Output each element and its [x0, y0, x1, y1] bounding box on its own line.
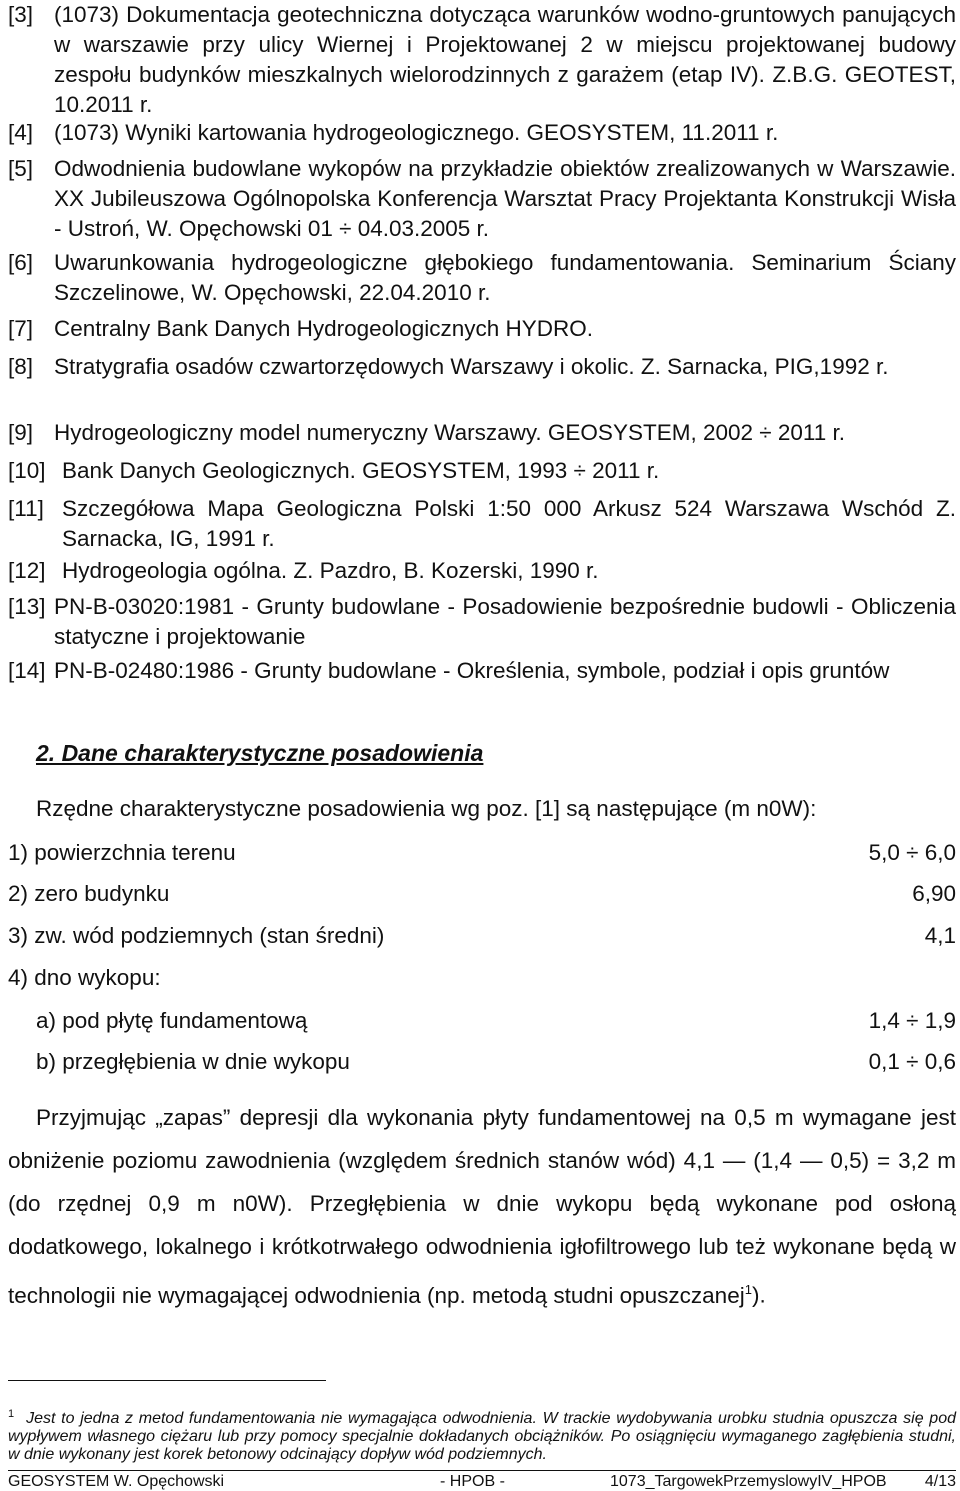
level-value: 5,0 ÷ 6,0 — [868, 840, 956, 865]
reference-number: [14] — [8, 658, 46, 683]
reference-number: [10] — [8, 458, 46, 483]
reference-5 — [8, 154, 956, 244]
reference-text: Centralny Bank Danych Hydrogeologicznych HYDRO. — [54, 316, 593, 341]
body-paragraph — [8, 1096, 956, 1317]
reference-text: Uwarunkowania hydrogeologiczne głębokiego fundamentowania. Seminarium Ściany Szczelinowe, W. Opęchowski, 22.04.2010 r. — [54, 250, 956, 305]
footnote-separator — [8, 1380, 326, 1381]
level-row — [8, 965, 956, 995]
reference-13 — [8, 592, 956, 652]
reference-number: [4] — [8, 120, 34, 145]
reference-12 — [8, 556, 956, 586]
level-row — [8, 1049, 956, 1079]
reference-3 — [8, 0, 956, 120]
level-value: 1,4 ÷ 1,9 — [868, 1008, 956, 1033]
reference-4 — [8, 118, 956, 148]
reference-text: Stratygrafia osadów czwartorzędowych Warszawy i okolic. Z. Sarnacka, PIG,1992 r. — [54, 354, 889, 379]
reference-text: PN-B-02480:1986 - Grunty budowlane - Określenia, symbole, podział i opis gruntów — [54, 658, 890, 683]
reference-number: [3] — [8, 2, 34, 27]
level-label: a) pod płytę fundamentową — [36, 1008, 308, 1033]
reference-number: [5] — [8, 156, 34, 181]
reference-text: (1073) Wyniki kartowania hydrogeologicznego. GEOSYSTEM, 11.2011 r. — [54, 120, 779, 145]
reference-number: [9] — [8, 420, 34, 445]
reference-8 — [8, 352, 956, 382]
reference-text: PN-B-03020:1981 - Grunty budowlane - Posadowienie bezpośrednie budowli - Obliczenia statyczne i projektowanie — [54, 594, 956, 649]
paragraph-text: Przyjmując „zapas” depresji dla wykonania płyty fundamentowej na 0,5 m wymagane jest obniżenie poziomu zawodnienia (względem średnich stanów wód) 4,1 — (1,4 — 0,5) = 3,2 m (do rzędnej 0,9 m n0W). Przegłębienia w dnie wykopu będą wykonane pod osłoną dodatkowego, lokalnego i krótkotrwałego odwodnienia igłofiltrowego lub też wykonane będą w technologii nie wymagającej odwodnienia (np. metodą studni opuszczanej — [8, 1105, 956, 1308]
footer-filename: 1073_TargowekPrzemyslowyIV_HPOB — [610, 1473, 887, 1490]
footer-center: - HPOB - — [440, 1473, 505, 1490]
reference-text: Szczegółowa Mapa Geologiczna Polski 1:50 000 Arkusz 524 Warszawa Wschód Z. Sarnacka, IG, 1991 r. — [62, 496, 956, 551]
footnote — [8, 1405, 956, 1464]
footer-author: GEOSYSTEM W. Opęchowski — [8, 1473, 225, 1490]
level-value: 0,1 ÷ 0,6 — [868, 1049, 956, 1074]
reference-number: [12] — [8, 558, 46, 583]
reference-text: (1073) Dokumentacja geotechniczna dotycząca warunków wodno-gruntowych panujących w warszawie przy ulicy Wiernej i Projektowanej 2 w miejscu projektowanej budowy zespołu budynków mieszkalnych wielorodzinnych z garażem (etap IV). Z.B.G. GEOTEST, 10.2011 r. — [54, 2, 956, 117]
reference-text: Odwodnienia budowlane wykopów na przykładzie obiektów zrealizowanych w Warszawie. XX Jubileuszowa Ogólnopolska Konferencja Warsztat Pracy Projektanta Konstrukcji Wisła - Ustroń, W. Opęchowski 01 ÷ 04.03.2005 r. — [54, 156, 956, 241]
reference-text: Bank Danych Geologicznych. GEOSYSTEM, 1993 ÷ 2011 r. — [62, 458, 660, 483]
reference-number: [13] — [8, 594, 46, 619]
level-row — [8, 840, 956, 870]
reference-number: [8] — [8, 354, 34, 379]
reference-text: Hydrogeologia ogólna. Z. Pazdro, B. Kozerski, 1990 r. — [62, 558, 599, 583]
level-label: 3) zw. wód podziemnych (stan średni) — [8, 923, 385, 948]
reference-7 — [8, 314, 956, 344]
level-value: 6,90 — [912, 881, 956, 906]
section-title: 2. Dane charakterystyczne posadowienia — [36, 740, 484, 766]
level-label: 4) dno wykopu: — [8, 965, 161, 990]
reference-6 — [8, 248, 956, 308]
footer-page-number: 4/13 — [924, 1473, 956, 1490]
level-label: 1) powierzchnia terenu — [8, 840, 236, 865]
page-footer — [8, 1470, 956, 1491]
reference-number: [6] — [8, 250, 34, 275]
reference-number: [7] — [8, 316, 34, 341]
section-intro: Rzędne charakterystyczne posadowienia wg poz. [1] są następujące (m n0W): — [36, 796, 817, 821]
level-row — [8, 923, 956, 953]
level-row — [8, 1008, 956, 1038]
reference-number: [11] — [8, 496, 44, 521]
footnote-text: Jest to jedna z metod fundamentowania nie wymagająca odwodnienia. W trackie wydobywania urobku studnia opuszcza się pod wypływem własnego ciężaru lub przy pomocy specjalnie dokładanych obciążników. Po osiągnięciu wymaganego zagłębienia studni, w dnie wykonany jest korek betonowy odcinający dopływ wód podziemnych. — [8, 1410, 956, 1464]
reference-text: Hydrogeologiczny model numeryczny Warszawy. GEOSYSTEM, 2002 ÷ 2011 r. — [54, 420, 845, 445]
footnote-mark: 1 — [8, 1408, 15, 1420]
level-label: 2) zero budynku — [8, 881, 170, 906]
level-label: b) przegłębienia w dnie wykopu — [36, 1049, 350, 1074]
reference-11 — [8, 494, 956, 554]
reference-14 — [8, 656, 956, 686]
reference-9 — [8, 418, 956, 448]
footnote-reference[interactable]: 1 — [744, 1282, 752, 1297]
level-value: 4,1 — [924, 923, 956, 948]
paragraph-end: ). — [751, 1282, 766, 1308]
level-row — [8, 881, 956, 911]
reference-10 — [8, 456, 956, 486]
